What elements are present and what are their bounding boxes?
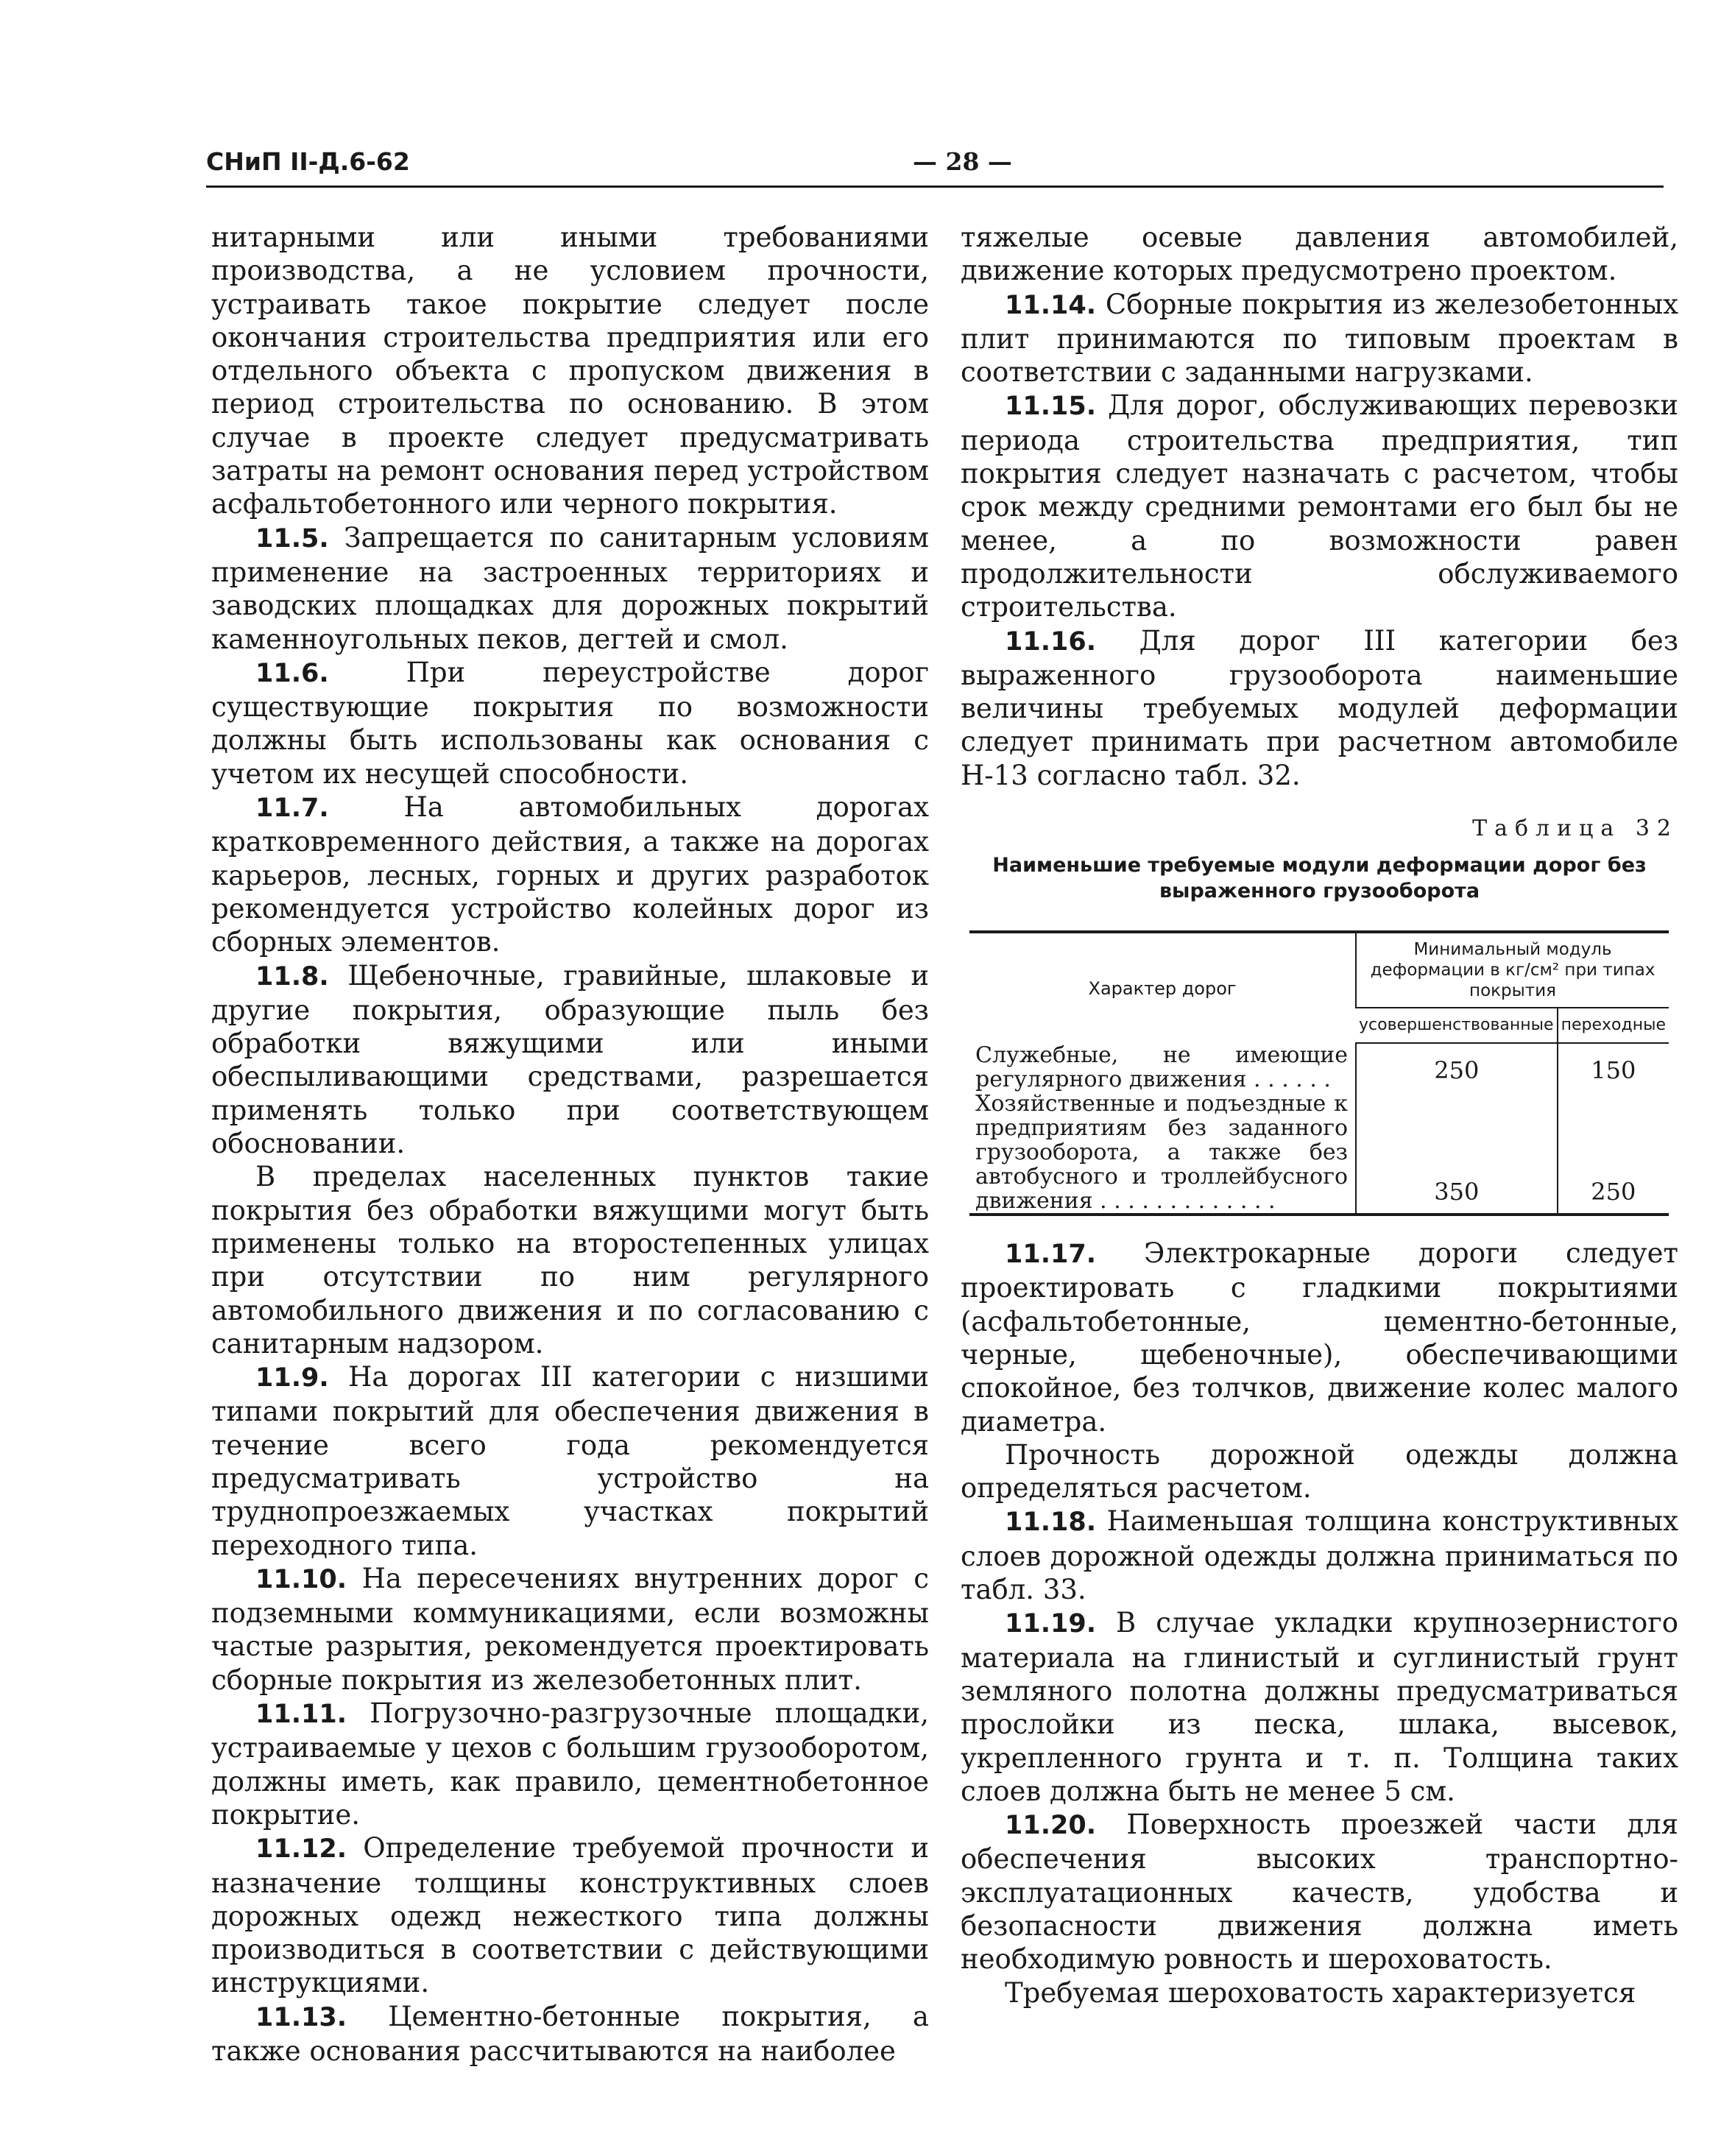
right-column bbox=[961, 221, 1678, 2010]
paragraph-11-19: 11.19. В случае укладки крупнозернистого материала на глинистый и суглинистый грунт земляного полотна должны предусматриваться прослойки из песка, шлака, высевок, укрепленного грунта и т. п. Толщина таких слоев должна быть не менее 5 см. bbox=[961, 1607, 1678, 1807]
paragraph-11-9: 11.9. На дорогах III категории с низшими типами покрытий для обеспечения движения в течение всего года рекомендуется предусматривать устройство на труднопроезжаемых участках покрытий переходного типа. bbox=[211, 1361, 929, 1561]
paragraph-11-7: 11.7. На автомобильных дорогах кратковременного действия, а также на дорогах карьеров, лесных, горных и других разработок рекомендуется устройство колейных дорог из сборных элементов. bbox=[211, 791, 929, 958]
paragraph-11-14: 11.14. Сборные покрытия из железобетонных плит принимаются по типовым проектам в соответствии с заданными нагрузками. bbox=[961, 288, 1679, 389]
header-rule bbox=[206, 185, 1664, 188]
paragraph: В пределах населенных пунктов такие покрытия без обработки вяжущими могут быть применены только на второстепенных улицах при отсутствии по ним регулярного автомобильного движения и по согласованию с санитарным надзором. bbox=[211, 1161, 929, 1360]
column-header-transitional: переходные bbox=[1558, 1008, 1669, 1043]
page-number: — 28 — bbox=[913, 147, 1012, 176]
paragraph-11-13: 11.13. Цементно-бетонные покрытия, а также основания рассчитываются на наиболее bbox=[211, 2000, 929, 2068]
road-type-cell: Хозяйственные и подъездные к предприятиям без заданного грузооборота, а также без автобусного и троллейбусного движения . . . . . . . . . . . . . bbox=[969, 1092, 1356, 1215]
road-type-cell: Служебные, не имеющие регулярного движения . . . . . . bbox=[975, 1042, 1349, 1093]
paragraph: нитарными или иными требованиями производства, а не условием прочности, устраивать такое покрытие следует после окончания строительства предприятия или его отдельного объекта с пропуском движения в период строительства по основанию. В этом случае в проекте следует предусматривать затраты на ремонт основания перед устройством асфальтобетонного или черного покрытия. bbox=[211, 222, 929, 520]
table-row bbox=[969, 1043, 1669, 1092]
modulus-table bbox=[969, 930, 1669, 1216]
paragraph: Прочность дорожной одежды должна определяться расчетом. bbox=[961, 1438, 1678, 1505]
paragraph: тяжелые осевые давления автомобилей, движение которых предусмотрено проектом. bbox=[961, 222, 1678, 287]
paragraph-11-10: 11.10. На пересечениях внутренних дорог с подземными коммуникациями, если возможны частые разрытия, рекомендуется проектировать сборные покрытия из железобетонных плит. bbox=[211, 1562, 929, 1696]
improved-value-cell: 250 bbox=[1356, 1043, 1558, 1092]
transitional-value-cell: 150 bbox=[1558, 1043, 1669, 1092]
paragraph-11-17: 11.17. Электрокарные дороги следует проектировать с гладкими покрытиями (асфальтобетонные, цементно-бетонные, черные, щебеночные), обеспечивающими спокойное, без толчков, движение колес малого диаметра. bbox=[961, 1237, 1678, 1438]
left-column bbox=[211, 221, 929, 2068]
column-header-road-type: Характер дорог bbox=[969, 932, 1356, 1043]
table-caption: Наименьшие требуемые модули деформации дорог без выраженного грузооборота bbox=[992, 854, 1647, 903]
paragraph-11-18: 11.18. Наименьшая толщина конструктивных слоев дорожной одежды должна приниматься по табл. 33. bbox=[961, 1505, 1678, 1606]
improved-value-cell: 350 bbox=[1356, 1092, 1558, 1215]
paragraph-11-20: 11.20. Поверхность проезжей части для обеспечения высоких транспортно-эксплуатационных качеств, удобства и безопасности движения должна иметь необходимую ровность и шероховатость. bbox=[961, 1809, 1679, 1976]
paragraph-11-15: 11.15. Для дорог, обслуживающих перевозки периода строительства предприятия, тип покрытия следует назначать с расчетом, чтобы срок между средними ремонтами его был бы не менее, а по возможности равен продолжительности обслуживаемого строительства. bbox=[961, 389, 1678, 623]
paragraph: Требуемая шероховатость характеризуется bbox=[1005, 1976, 1636, 2009]
table-label: Таблица 32 bbox=[1472, 816, 1678, 842]
table-row bbox=[969, 1092, 1669, 1215]
column-header-modulus: Минимальный модуль деформации в кг/см² при типах покрытия bbox=[1356, 932, 1669, 1008]
document-code: СНиП II-Д.6-62 bbox=[206, 147, 410, 176]
paragraph-11-6: 11.6. При переустройстве дорог существующие покрытия по возможности должны быть использованы как основания с учетом их несущей способности. bbox=[211, 656, 930, 790]
paragraph-11-8: 11.8. Щебеночные, гравийные, шлаковые и другие покрытия, образующие пыль без обработки вяжущими или иными обеспыливающими средствами, разрешается применять только при соответствующем обосновании. bbox=[211, 959, 929, 1160]
paragraph-11-11: 11.11. Погрузочно-разгрузочные площадки, устраиваемые у цехов с большим грузооборотом, должны иметь, как правило, цементнобетонное покрытие. bbox=[211, 1697, 930, 1831]
paragraph-11-5: 11.5. Запрещается по санитарным условиям применение на застроенных территориях и заводских площадках для дорожных покрытий каменноугольных пеков, дегтей и смол. bbox=[211, 521, 929, 655]
column-header-improved: усовершенствованные bbox=[1356, 1008, 1558, 1043]
transitional-value-cell: 250 bbox=[1558, 1092, 1669, 1215]
page-header bbox=[206, 144, 1664, 188]
paragraph-11-16: 11.16. Для дорог III категории без выраженного грузооборота наименьшие величины требуемых модулей деформации следует принимать при расчетном автомобиле Н-13 согласно табл. 32. bbox=[961, 624, 1679, 791]
paragraph-11-12: 11.12. Определение требуемой прочности и назначение толщины конструктивных слоев дорожных одежд нежесткого типа должны производиться в соответствии с действующими инструкциями. bbox=[211, 1832, 929, 1999]
